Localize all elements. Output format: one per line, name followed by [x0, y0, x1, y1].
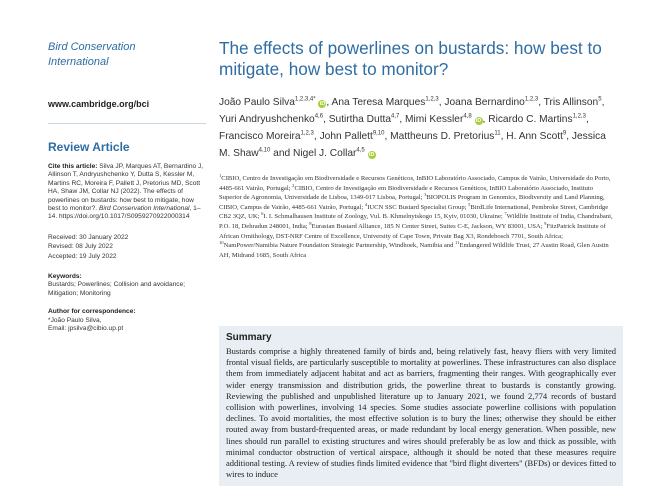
author-separator: ,: [323, 114, 329, 125]
author-affiliation-marker: 4,8: [463, 113, 472, 120]
keywords-text: Bustards; Powerlines; Collision and avoidance; Mitigation; Monitoring: [48, 281, 186, 297]
author[interactable]: [329, 114, 400, 125]
author-separator: ,: [438, 97, 445, 108]
author[interactable]: [390, 131, 500, 142]
citation: [48, 163, 206, 222]
affiliation-number: 4: [364, 201, 368, 207]
citation-text: Silva JP, Marques AT, Bernardino J, Allinson T, Andryushchenko Y, Dutta S, Kessler M, Martins RC, Moreira F, Pallett J, Pretorius MD, Scott HA, Shaw JM, Collar NJ (2022). The effects of powerlines on bustards: how best to mitigate, how best to monitor?.: [48, 163, 204, 213]
keywords: [48, 273, 206, 298]
affiliation-text: CIBIO, Centro de Investigação em Biodiversidade e Recursos Genéticos, InBIO Laboratório Associado, Instituto Superior de Agronomia, Universidade de Lisboa, 1349-017 Lisboa, Portugal;: [219, 184, 594, 202]
affiliation-number: 11: [455, 239, 460, 245]
author[interactable]: [219, 131, 314, 142]
author[interactable]: [219, 97, 326, 108]
author-affiliation-marker: 4,5: [356, 147, 365, 154]
citation-label: Cite this article:: [48, 163, 98, 170]
author-separator: ,: [384, 131, 391, 142]
affiliation-text: BIOPOLIS Program in Genomics, Biodiversity and Land Planning, CIBIO, Campus de Vairão, 4485-661 Vairão, Portugal;: [219, 194, 605, 211]
author[interactable]: [488, 114, 586, 125]
article-header: [219, 38, 617, 260]
author-separator: and: [270, 148, 293, 159]
journal-name[interactable]: [48, 40, 206, 70]
author[interactable]: [219, 114, 323, 125]
orcid-icon[interactable]: iD: [319, 101, 326, 107]
affiliation-text: CIBIO, Centro de Investigação em Biodiversidade e Recursos Genéticos, InBIO Laboratório Associado, Campus de Vairão, Universidade do Porto, 4485-661 Vairão, Portugal;: [219, 175, 611, 192]
affiliation-text: I. I. Schmalhausen Institute of Zoology, Vul. B. Khmelnytskogo 15, Kyiv, 01030, Ukraine;: [263, 213, 505, 221]
summary-heading: Summary: [226, 332, 272, 343]
keywords-label: Keywords:: [48, 273, 82, 281]
citation-journal: Bird Conservation International: [98, 205, 190, 213]
article-dates: [48, 234, 206, 261]
author-affiliation-marker: 5: [598, 96, 602, 103]
author-name: Ricardo C. Martins: [488, 114, 573, 125]
orcid-icon[interactable]: iD: [368, 152, 375, 158]
journal-name-line1: Bird Conservation: [48, 41, 136, 53]
author-name: Jessica M. Shaw: [219, 131, 606, 159]
author-affiliation-marker: 4,10: [258, 147, 271, 154]
author-separator: ,: [313, 131, 320, 142]
author-affiliation-marker: 9,10: [372, 130, 385, 137]
revised-date: Revised: 08 July 2022: [48, 243, 113, 251]
author-name: Sutirtha Dutta: [328, 114, 392, 125]
article-type: Review Article: [48, 140, 130, 154]
affiliations: [219, 174, 617, 260]
author-separator: ,: [585, 114, 589, 125]
affiliation-text: Wildlife Institute of India, Chandrabani, P.O. 18, Dehradun 248001, India;: [219, 213, 613, 230]
affiliation-number: 2: [292, 182, 295, 188]
author-name: Francisco Moreira: [219, 131, 301, 142]
author-affiliation-marker: 4,6: [314, 113, 324, 120]
author[interactable]: [506, 131, 566, 142]
citation-doi[interactable]: , 1–14. https://doi.org/10.1017/S0959270922000314: [48, 205, 201, 221]
author-separator: ,: [538, 97, 544, 108]
author-affiliation-marker: 1,2,3,4*: [294, 96, 316, 103]
author-separator: ,: [326, 97, 332, 108]
received-date: Received: 30 January 2022: [48, 233, 129, 241]
author-name: Mimi Kessler: [405, 114, 464, 125]
author[interactable]: [293, 148, 376, 159]
author[interactable]: [444, 97, 538, 108]
affiliation-number: 7: [504, 211, 507, 217]
author-name: Ana Teresa Marques: [331, 97, 426, 108]
affiliation-text: Eurasian Bustard Alliance, 185 N Center Street, Suites C-E, Jackson, WY 83001, USA;: [311, 222, 545, 230]
author-name: Joana Bernardino: [444, 97, 525, 108]
author-affiliation-marker: 11: [494, 130, 501, 137]
article-title: The effects of powerlines on bustards: how best to mitigate, how best to monitor?: [219, 38, 602, 79]
affiliation-number: 6: [261, 211, 264, 217]
author-separator: ,: [399, 114, 406, 125]
affiliation-number: 8: [309, 220, 312, 226]
author-separator: ,: [601, 97, 605, 108]
author-affiliation-marker: 1,2,3: [572, 113, 586, 120]
author-name: Mattheuns D. Pretorius: [390, 131, 495, 142]
sidebar: [48, 40, 206, 334]
author-name: Yuri Andryushchenko: [219, 114, 315, 125]
summary-text: Bustards comprise a highly threatened family of birds and, being relatively fast, heavy fliers with very limited frontal visual fields, are particularly susceptible to mortality at powerlines. These infrastructures can also displace them from immediately adjacent habitat and act as barriers, fragmenting their ranges. With geographically ever wider energy transmission and distribution grids, the powerline threat to bustards is constantly growing. Reviewing the published and unpublished literature up to January 2021, we found 2,774 records of bustard collision with powerlines, involving 14 species. Some studies associate powerline collisions with population declines. To avoid mortalities, the most effective solution is to bury the lines; otherwise they should be either routed away from bustard-frequented areas, or made redundant by local energy generation. When possible, new lines should run parallel to existing structures and wires should preferably be as low and thick as possible, with minimal conductor obstruction of vertical airspace, although it should be noted that these measures require additional testing. A review of studies finds limited evidence that "bird flight diverters" (BFDs) or devices fitted to wires to induce: [226, 346, 616, 480]
affiliation-number: 3: [424, 192, 427, 197]
author-name: Tris Allinson: [543, 97, 599, 108]
affiliation-text: Endangered Wildlife Trust, 27 Austin Road, Glen Austin AH, Midrand 1685, South Africa: [219, 242, 609, 259]
affiliation-number: 1: [219, 172, 222, 178]
author-name: John Pallett: [319, 131, 373, 142]
summary-box: [219, 326, 623, 486]
affiliation-text: FitzPatrick Institute of African Ornithology, DST-NRF Centre of Excellence, University of Cape Town, Private Bag X3, Rondebosch 7701, South Africa;: [219, 222, 606, 240]
correspondence-email[interactable]: Email: jpsilva@cibio.up.pt: [48, 325, 124, 333]
affiliation-number: 10: [219, 239, 224, 245]
author[interactable]: [320, 131, 385, 142]
correspondence-label: Author for correspondence:: [48, 308, 136, 316]
author-affiliation-marker: 1,2,3: [524, 96, 539, 103]
author-name: H. Ann Scott: [506, 131, 563, 142]
accepted-date: Accepted: 19 July 2022: [48, 252, 117, 260]
affiliation-number: 5: [468, 201, 471, 207]
author-affiliation-marker: 4,7: [391, 113, 400, 120]
journal-url[interactable]: www.cambridge.org/bci: [48, 99, 150, 109]
sidebar-divider: [48, 123, 206, 124]
affiliation-text: BirdLife International, Pembroke Street, Cambridge CB2 3QZ, UK;: [219, 203, 609, 221]
affiliation-number: 9: [544, 220, 547, 226]
author-name: João Paulo Silva: [219, 97, 295, 108]
author-separator: ,: [566, 131, 572, 142]
affiliation-text: IUCN SSC Bustard Specialist Group;: [367, 203, 469, 211]
affiliation-text: NamPower/Namibia Nature Foundation Strategic Partnership, Windhoek, Namibia and: [223, 242, 456, 250]
author-name: Nigel J. Collar: [293, 148, 357, 159]
author-affiliation-marker: 9: [562, 130, 567, 137]
author-affiliation-marker: 1,2,3: [425, 96, 439, 103]
correspondence: [48, 308, 206, 333]
author-separator: ,: [482, 114, 489, 125]
author-separator: ,: [500, 131, 507, 142]
author[interactable]: [405, 114, 483, 125]
correspondence-name: *João Paulo Silva,: [48, 316, 102, 324]
author[interactable]: [332, 97, 439, 108]
author[interactable]: [544, 97, 602, 108]
author-list: [219, 94, 617, 162]
journal-name-line2: International: [48, 56, 109, 68]
author-affiliation-marker: 1,2,3: [300, 130, 314, 137]
orcid-icon[interactable]: iD: [475, 118, 482, 124]
